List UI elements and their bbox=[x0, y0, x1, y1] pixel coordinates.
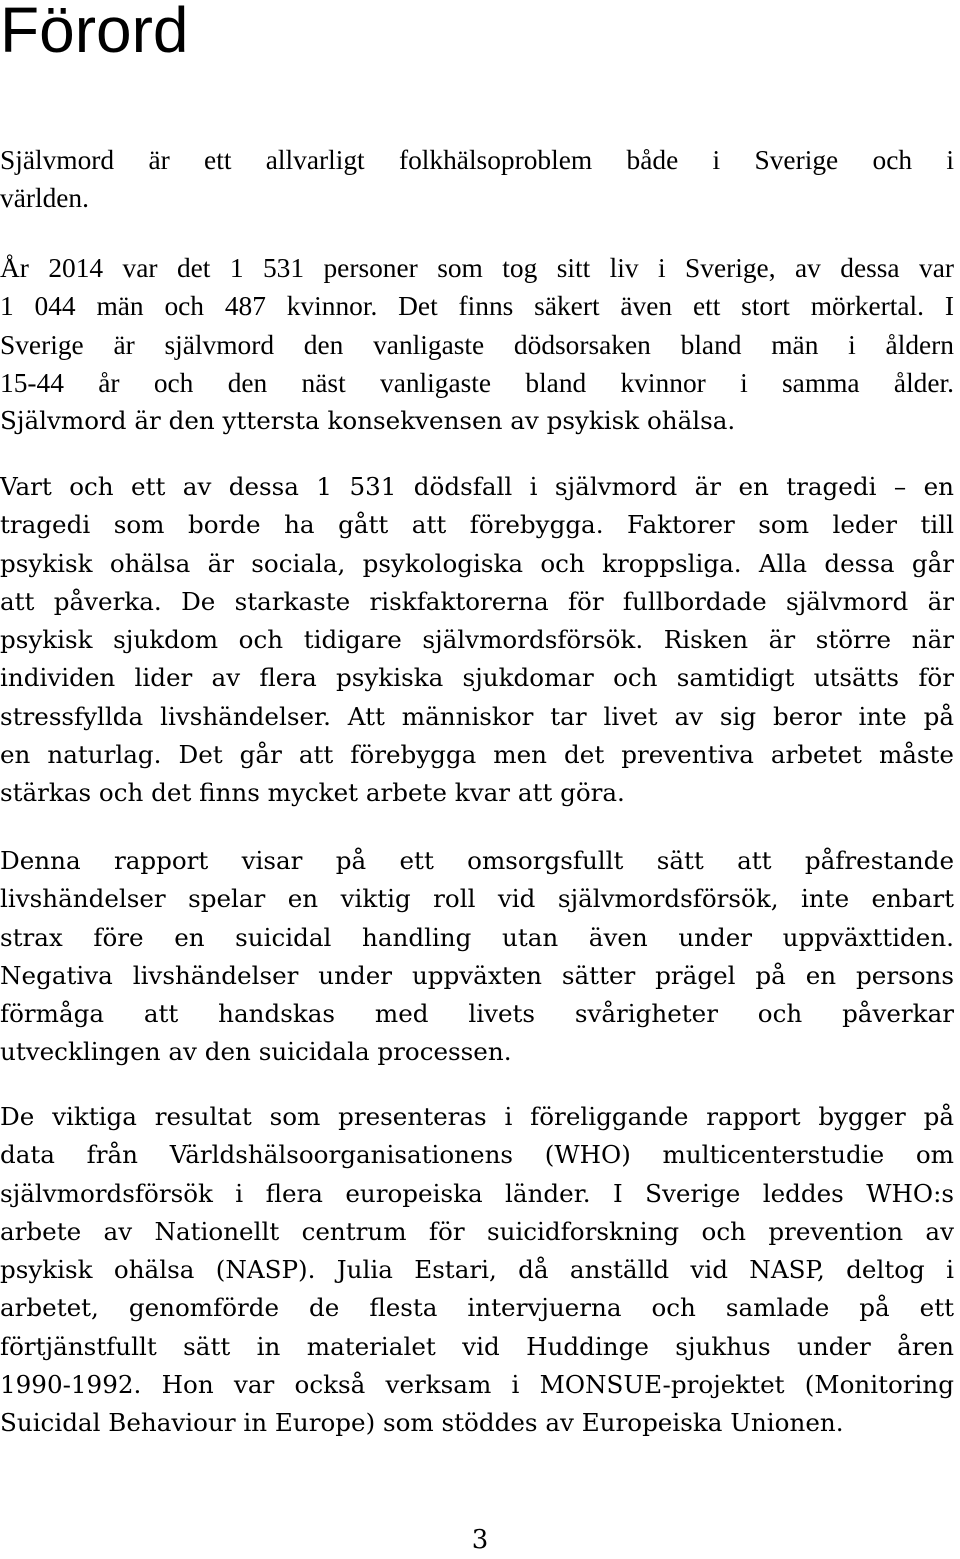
paragraph-line bbox=[0, 287, 954, 325]
paragraph-line: År 2014 var det 1 531 personer som tog sitt liv i Sverige, av dessa var bbox=[0, 253, 954, 283]
paragraph-line: stressfyllda livshändelser. Att människor tar livet av sig beror inte på bbox=[0, 701, 954, 731]
paragraph-line: arbete av Nationellt centrum för suicidforskning och prevention av bbox=[0, 1216, 954, 1246]
paragraph-line: förmåga att handskas med livets svårigheter och påverkar bbox=[0, 999, 954, 1029]
paragraph-line: Självmord är den yttersta konsekvensen av psykisk ohälsa. bbox=[0, 406, 736, 435]
paragraph-line: Självmord är ett allvarligt folkhälsoproblem både i Sverige och i bbox=[0, 145, 954, 175]
paragraph-line: Negativa livshändelser under uppväxten sätter prägel på en persons bbox=[0, 960, 954, 990]
paragraph-line: psykisk ohälsa är sociala, psykologiska och kroppsliga. Alla dessa går bbox=[0, 548, 954, 578]
paragraph-line: Denna rapport visar på ett omsorgsfullt sätt att påfrestande bbox=[0, 846, 954, 875]
paragraph-line: självmordsförsök i flera europeiska länder. I Sverige leddes WHO:s bbox=[0, 1178, 954, 1208]
paragraph-line: att påverka. De starkaste riskfaktorerna för fullbordade självmord är bbox=[0, 586, 954, 616]
paragraph-line: förtjänstfullt sätt in materialet vid Huddinge sjukhus under åren bbox=[0, 1331, 954, 1361]
paragraph-line: livshändelser spelar en viktig roll vid självmordsförsök, inte enbart bbox=[0, 884, 954, 914]
paragraph-line: psykisk ohälsa (NASP). Julia Estari, då anställd vid NASP, deltog i bbox=[0, 1255, 954, 1285]
paragraph-statistics-last-line bbox=[0, 402, 954, 440]
paragraph-line: psykisk sjukdom och tidigare självmordsförsök. Risken är större när bbox=[0, 625, 954, 655]
paragraph-tragedy bbox=[0, 468, 954, 813]
paragraph-line: De viktiga resultat som presenteras i föreliggande rapport bygger på bbox=[0, 1102, 954, 1131]
paragraph-line: världen. bbox=[0, 183, 89, 214]
paragraph-line: data från Världshälsoorganisationens (WHO) multicenterstudie om bbox=[0, 1140, 954, 1170]
paragraph-results bbox=[0, 1098, 954, 1443]
paragraph-line: utvecklingen av den suicidala processen. bbox=[0, 1037, 512, 1067]
line-trailing-word: I bbox=[944, 291, 954, 322]
paragraph-intro bbox=[0, 141, 954, 218]
paragraph-line: Sverige är självmord den vanligaste dödsorsaken bland män i åldern bbox=[0, 329, 954, 360]
paragraph-line: Vart och ett av dessa 1 531 dödsfall i självmord är en tragedi – en bbox=[0, 472, 954, 501]
paragraph-line: 1990-1992. Hon var också verksam i MONSUE-projektet (Monitoring bbox=[0, 1370, 954, 1400]
page-number: 3 bbox=[471, 1525, 489, 1555]
paragraph-report bbox=[0, 842, 954, 1072]
line-text: 1 044 män och 487 kvinnor. Det finns säkert även ett stort mörkertal. bbox=[0, 291, 925, 322]
paragraph-line: 15-44 år och den näst vanligaste bland kvinnor i samma ålder. bbox=[0, 367, 954, 398]
paragraph-line: tragedi som borde ha gått att förebygga. Faktorer som leder till bbox=[0, 510, 954, 540]
paragraph-line: Suicidal Behaviour in Europe) som stöddes av Europeiska Unionen. bbox=[0, 1408, 844, 1438]
paragraph-line: stärkas och det finns mycket arbete kvar att göra. bbox=[0, 778, 625, 808]
paragraph-line: strax före en suicidal handling utan även under uppväxttiden. bbox=[0, 922, 954, 952]
paragraph-line: arbetet, genomförde de flesta intervjuerna och samlade på ett bbox=[0, 1293, 954, 1323]
paragraph-line: en naturlag. Det går att förebygga men det preventiva arbetet måste bbox=[0, 740, 954, 770]
page-title: Förord bbox=[0, 0, 189, 66]
paragraph-statistics bbox=[0, 249, 954, 402]
paragraph-line: individen lider av flera psykiska sjukdomar och samtidigt utsätts för bbox=[0, 663, 954, 693]
